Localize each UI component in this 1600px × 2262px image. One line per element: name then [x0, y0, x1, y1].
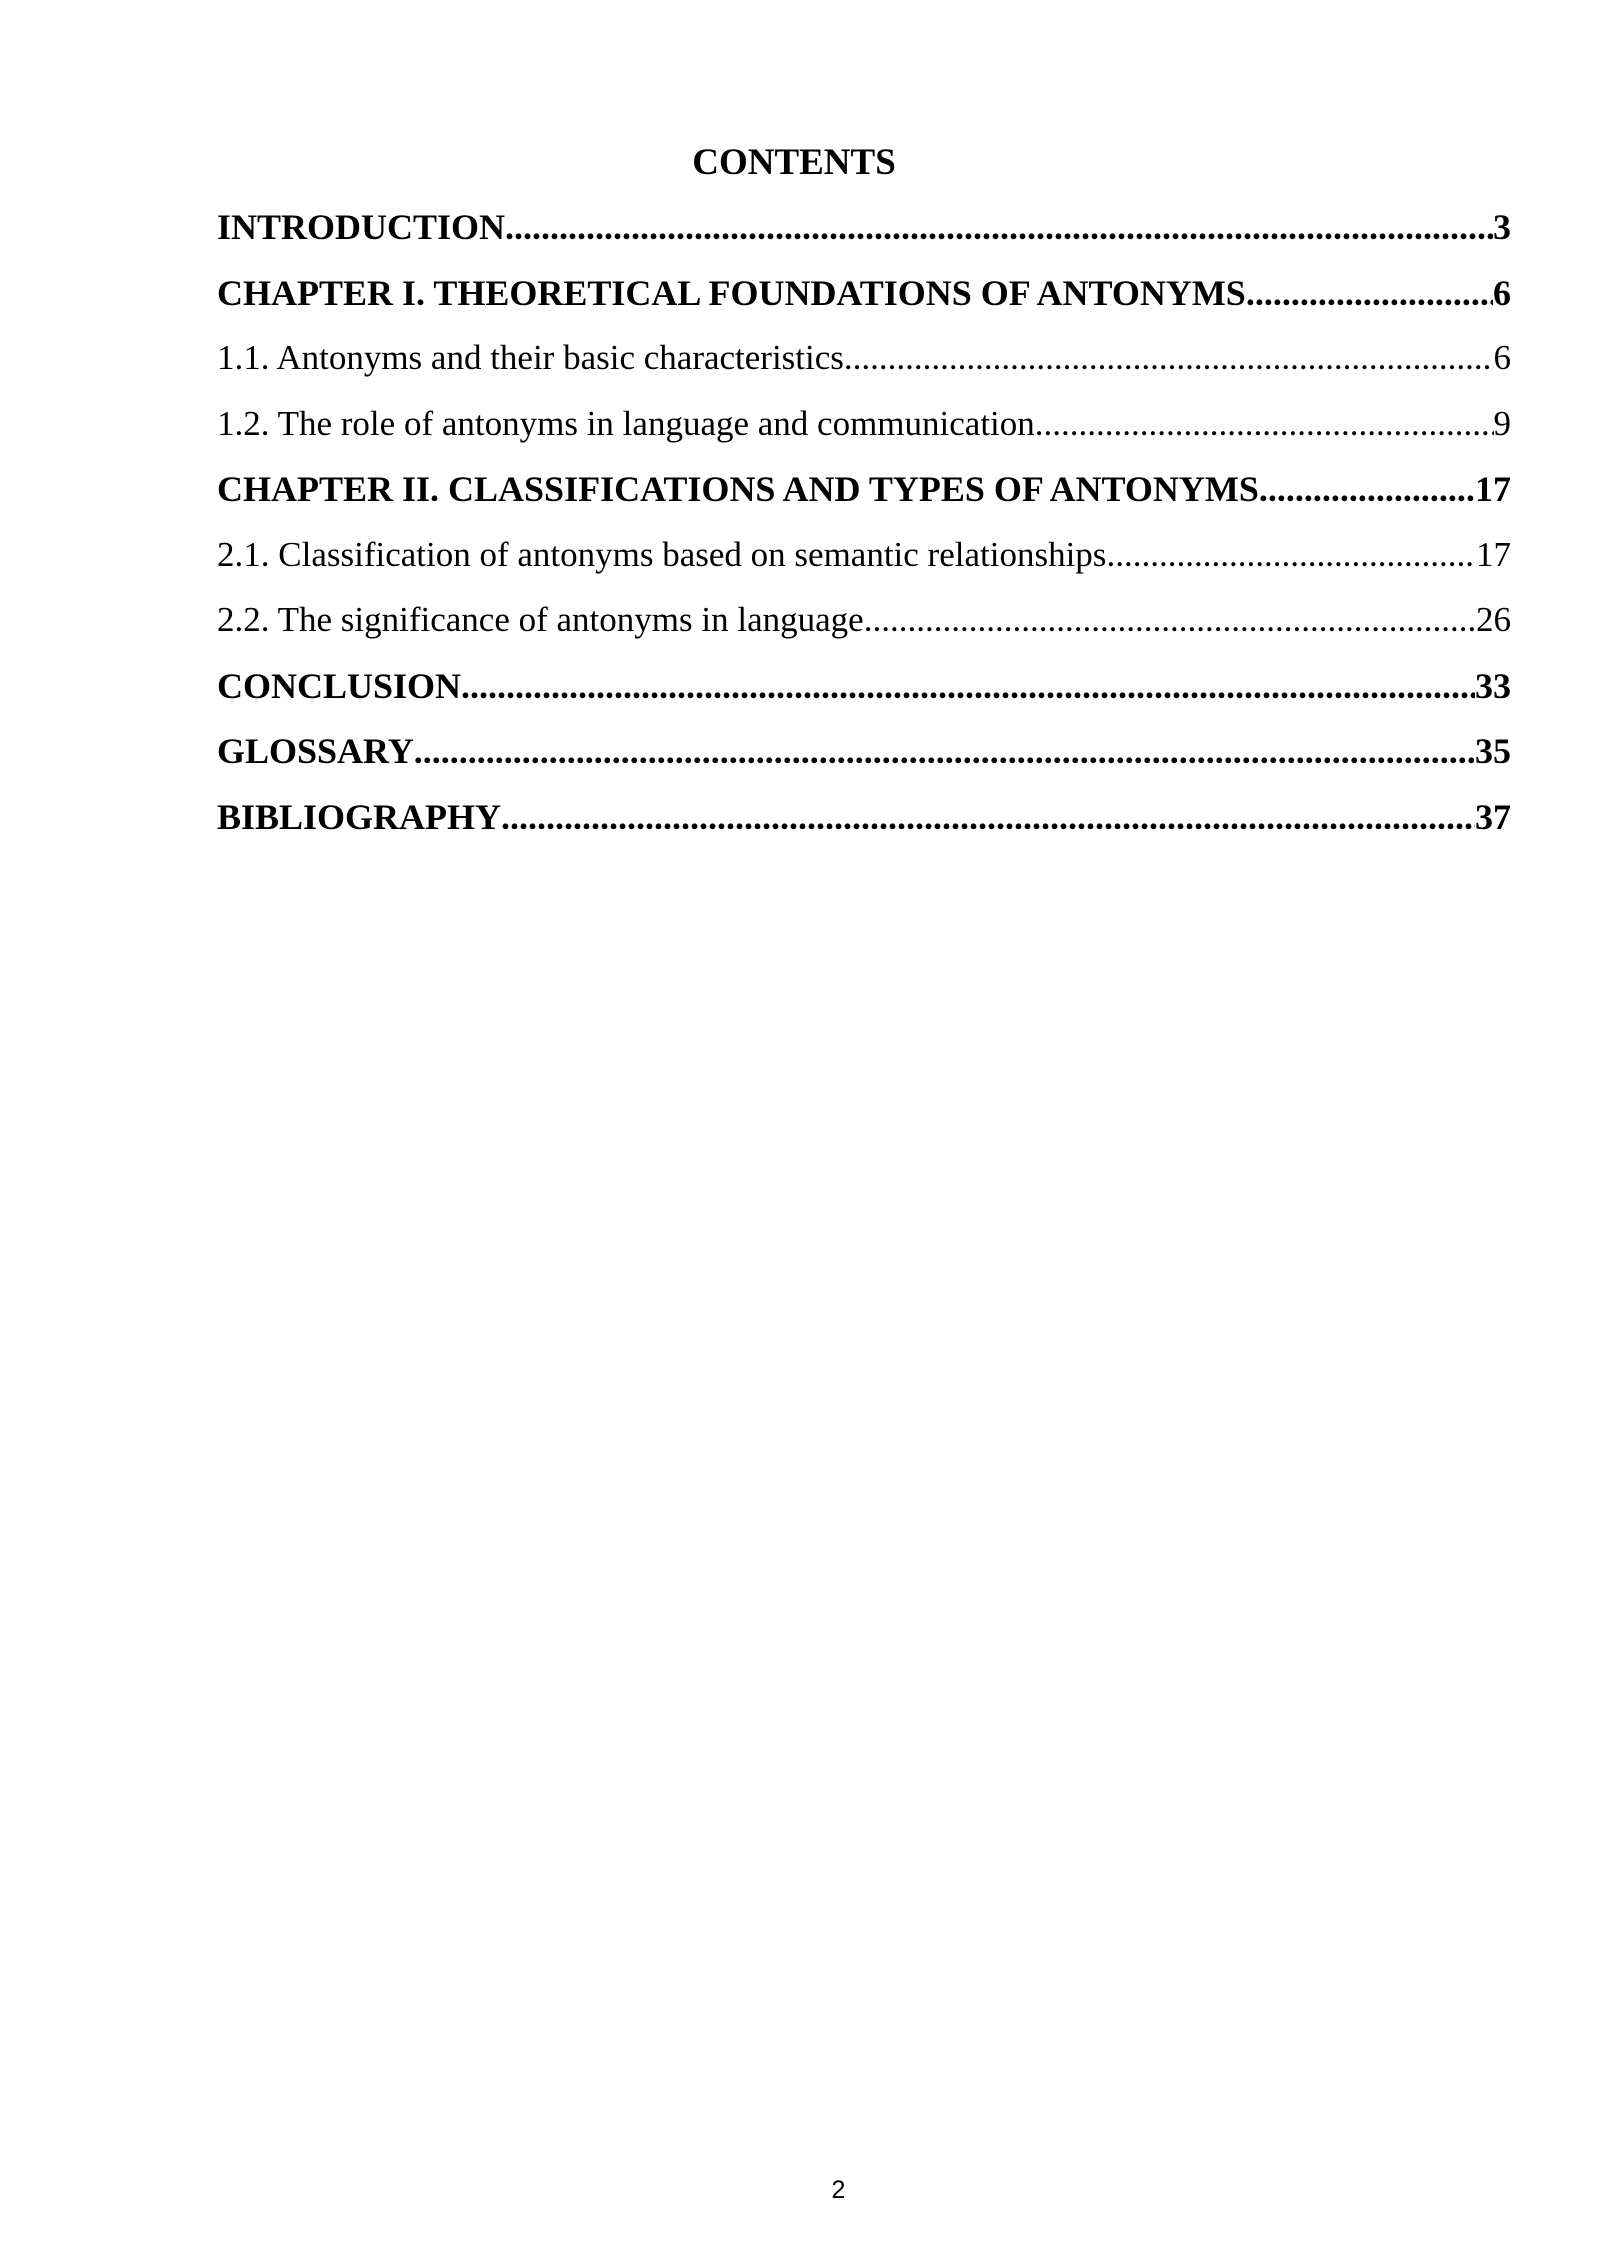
- toc-entry-label: INTRODUCTION: [217, 207, 506, 247]
- toc-entry-section-2-2[interactable]: [217, 595, 1511, 661]
- toc-entry-section-1-1[interactable]: [217, 333, 1511, 399]
- toc-title: CONTENTS: [692, 142, 896, 183]
- toc-leader-dots: [461, 661, 1475, 711]
- toc-leader-dots: [414, 726, 1475, 776]
- toc-leader-dots: [505, 202, 1493, 252]
- page-number: 2: [831, 2176, 846, 2204]
- toc-entry-label: GLOSSARY: [217, 731, 414, 771]
- toc-leader-dots: [1246, 268, 1493, 318]
- toc-entry-bibliography[interactable]: [217, 792, 1511, 858]
- toc-entry-page: 35: [1475, 731, 1511, 771]
- toc-entry-label: 1.2. The role of antonyms in language and communication: [217, 403, 1035, 443]
- toc-leader-dots: [844, 333, 1494, 383]
- toc-entry-page: 6: [1493, 338, 1511, 377]
- toc-entry-conclusion[interactable]: [217, 661, 1511, 727]
- toc-entry-chapter-2[interactable]: [217, 464, 1511, 530]
- toc-entry-page: 3: [1493, 207, 1511, 247]
- toc-entry-section-1-2[interactable]: [217, 399, 1511, 465]
- toc-leader-dots: [1106, 530, 1476, 580]
- toc-entry-label: BIBLIOGRAPHY: [217, 796, 502, 837]
- toc-entry-label: 1.1. Antonyms and their basic characteristics: [217, 338, 844, 377]
- toc-leader-dots: [501, 792, 1475, 842]
- toc-entry-label: CHAPTER I. THEORETICAL FOUNDATIONS OF ANTONYMS: [217, 272, 1246, 313]
- toc-entry-page: 17: [1475, 469, 1511, 509]
- toc-list: [217, 202, 1511, 857]
- toc-entry-label: 2.1. Classification of antonyms based on semantic relationships: [217, 534, 1107, 574]
- toc-entry-page: 33: [1475, 665, 1511, 706]
- toc-entry-page: 26: [1476, 600, 1511, 639]
- toc-entry-introduction[interactable]: [217, 202, 1511, 268]
- toc-leader-dots: [1035, 399, 1494, 449]
- toc-leader-dots: [864, 595, 1476, 645]
- toc-entry-label: CHAPTER II. CLASSIFICATIONS AND TYPES OF ANTONYMS: [217, 469, 1259, 509]
- toc-entry-page: 37: [1475, 796, 1511, 837]
- toc-entry-page: 17: [1476, 534, 1511, 574]
- toc-entry-label: 2.2. The significance of antonyms in language: [217, 600, 864, 639]
- toc-entry-section-2-1[interactable]: [217, 530, 1511, 596]
- toc-entry-page: 6: [1493, 272, 1511, 313]
- toc-entry-page: 9: [1493, 403, 1511, 443]
- toc-leader-dots: [1259, 464, 1475, 514]
- toc-entry-chapter-1[interactable]: [217, 268, 1511, 334]
- toc-entry-label: CONCLUSION: [217, 665, 462, 706]
- toc-entry-glossary[interactable]: [217, 726, 1511, 792]
